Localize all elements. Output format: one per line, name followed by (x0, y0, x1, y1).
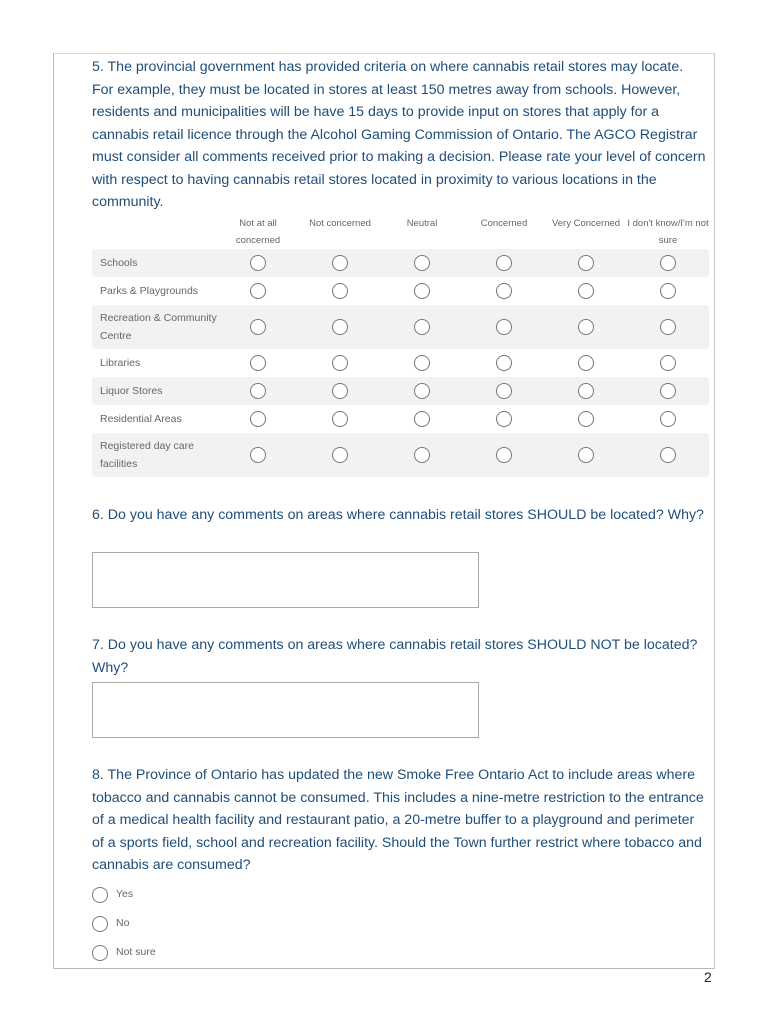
col-header-concerned: Concerned (480, 218, 528, 229)
matrix-row (92, 305, 709, 349)
question-7-text: 7. Do you have any comments on areas where cannabis retail stores SHOULD NOT be located? Why? (92, 637, 698, 676)
matrix-row-label: Residential Areas (100, 413, 182, 425)
matrix-radio-button[interactable] (250, 411, 266, 427)
q7-comment-textarea[interactable] (92, 682, 479, 738)
matrix-radio-button[interactable] (332, 383, 348, 399)
matrix-radio-button[interactable] (660, 411, 676, 427)
matrix-radio-button[interactable] (332, 447, 348, 463)
matrix-row-label: Liquor Stores (100, 385, 163, 397)
matrix-radio-button[interactable] (414, 255, 430, 271)
matrix-radio-button[interactable] (250, 447, 266, 463)
matrix-radio-button[interactable] (496, 319, 512, 335)
matrix-radio-button[interactable] (496, 411, 512, 427)
matrix-radio-button[interactable] (578, 283, 594, 299)
matrix-radio-button[interactable] (250, 255, 266, 271)
question-5-text: 5. The provincial government has provided criteria on where cannabis retail stores may locate. For example, they must be located in stores at least 150 metres away from schools. However, residents and municipalities will be have 15 days to provide input on stores that apply for a cannabis retail licence through the Alcohol Gaming Commission of Ontario. The AGCO Registrar must consider all comments received prior to making a decision. Please rate your level of concern with respect to having cannabis retail stores located in proximity to various locations in the community. (92, 59, 706, 210)
matrix-radio-button[interactable] (332, 283, 348, 299)
matrix-row (92, 433, 709, 477)
matrix-row-label: Libraries (100, 357, 141, 369)
col-header-neutral: Neutral (406, 218, 438, 229)
matrix-radio-button[interactable] (332, 355, 348, 371)
q6-comment-textarea[interactable] (92, 552, 479, 608)
matrix-row (92, 277, 709, 305)
matrix-row (92, 349, 709, 377)
matrix-radio-button[interactable] (578, 255, 594, 271)
matrix-radio-button[interactable] (578, 411, 594, 427)
matrix-radio-button[interactable] (250, 383, 266, 399)
matrix-radio-button[interactable] (578, 383, 594, 399)
matrix-row (92, 405, 709, 433)
matrix-radio-button[interactable] (496, 255, 512, 271)
matrix-radio-button[interactable] (414, 411, 430, 427)
concern-matrix (92, 215, 709, 477)
matrix-rows (92, 249, 709, 477)
matrix-row-label: Parks & Playgrounds (100, 285, 199, 297)
matrix-radio-button[interactable] (578, 319, 594, 335)
matrix-radio-button[interactable] (414, 355, 430, 371)
matrix-row (92, 377, 709, 405)
matrix-row-label: Schools (100, 257, 138, 269)
page-frame-right (714, 53, 715, 969)
radio-button[interactable] (92, 945, 108, 961)
matrix-row-label: Recreation & Community Centre (100, 312, 217, 342)
matrix-radio-button[interactable] (496, 383, 512, 399)
col-header-not-at-all-concerned: Not at all concerned (235, 218, 281, 246)
matrix-header (92, 215, 709, 249)
option-label: Yes (116, 888, 134, 900)
matrix-radio-button[interactable] (250, 355, 266, 371)
matrix-radio-button[interactable] (250, 319, 266, 335)
col-header-very-concerned: Very Concerned (551, 218, 621, 229)
matrix-radio-button[interactable] (332, 319, 348, 335)
matrix-radio-button[interactable] (414, 283, 430, 299)
matrix-radio-button[interactable] (332, 411, 348, 427)
matrix-radio-button[interactable] (660, 447, 676, 463)
option-label: No (116, 917, 130, 929)
option-label: Not sure (116, 946, 156, 958)
matrix-radio-button[interactable] (660, 383, 676, 399)
radio-button[interactable] (92, 916, 108, 932)
matrix-radio-button[interactable] (660, 319, 676, 335)
matrix-radio-button[interactable] (660, 355, 676, 371)
matrix-radio-button[interactable] (578, 355, 594, 371)
matrix-row-label: Registered day care facilities (100, 440, 194, 470)
matrix-radio-button[interactable] (250, 283, 266, 299)
matrix-radio-button[interactable] (660, 283, 676, 299)
matrix-row (92, 249, 709, 277)
matrix-radio-button[interactable] (660, 255, 676, 271)
matrix-radio-button[interactable] (414, 447, 430, 463)
col-header-dont-know: I don't know/I'm not sure (627, 218, 709, 246)
col-header-not-concerned: Not concerned (309, 218, 371, 229)
matrix-radio-button[interactable] (414, 383, 430, 399)
question-6-text: 6. Do you have any comments on areas where cannabis retail stores SHOULD be located? Why? (92, 507, 704, 523)
question-8-text: 8. The Province of Ontario has updated the new Smoke Free Ontario Act to include areas where tobacco and cannabis cannot be consumed. This includes a nine-metre restriction to the entrance of a medical health facility and restaurant patio, a 20-metre buffer to a playground and perimeter of a sports field, school and recreation facility. Should the Town further restrict where tobacco and cannabis are consumed? (92, 767, 704, 873)
radio-button[interactable] (92, 887, 108, 903)
matrix-radio-button[interactable] (332, 255, 348, 271)
matrix-radio-button[interactable] (496, 355, 512, 371)
matrix-radio-button[interactable] (414, 319, 430, 335)
matrix-radio-button[interactable] (496, 283, 512, 299)
matrix-radio-button[interactable] (578, 447, 594, 463)
page-number: 2 (704, 969, 712, 985)
matrix-radio-button[interactable] (496, 447, 512, 463)
